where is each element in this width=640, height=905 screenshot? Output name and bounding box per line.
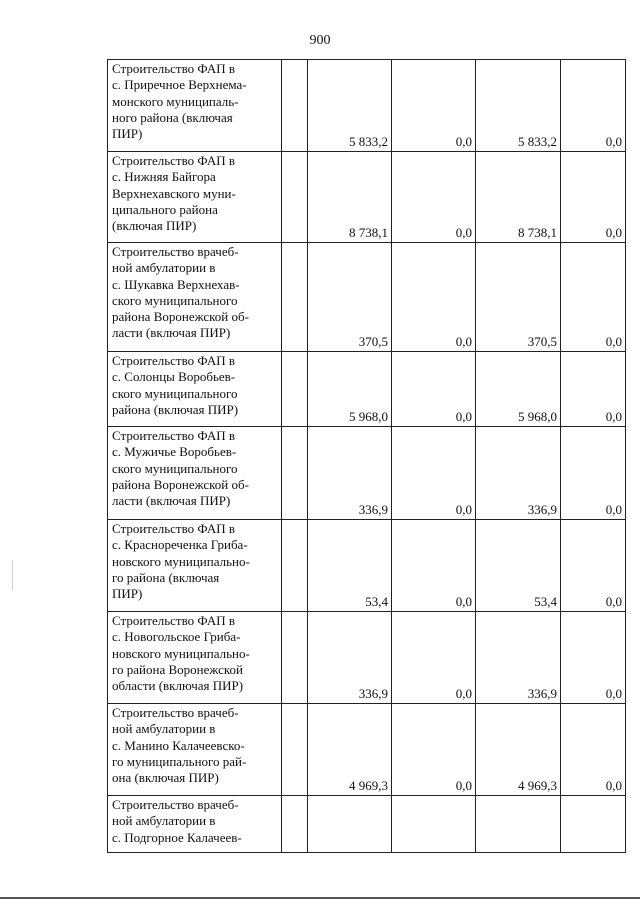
total-cell: 5 833,2 bbox=[308, 60, 392, 152]
local-cell: 0,0 bbox=[561, 520, 626, 612]
table-row bbox=[108, 352, 626, 427]
federal-cell: 0,0 bbox=[392, 243, 476, 352]
local-cell: 0,0 bbox=[561, 612, 626, 704]
federal-cell: 0,0 bbox=[392, 427, 476, 520]
total-cell: 336,9 bbox=[308, 612, 392, 704]
total-cell: 5 968,0 bbox=[308, 352, 392, 427]
regional-cell: 4 969,3 bbox=[476, 704, 561, 796]
facility-name-cell: Строительство врачеб- ной амбулатории в с. Шукавка Верхнехав- ского муниципального района Воронежской об- ласти (включая ПИР) bbox=[108, 243, 282, 352]
federal-cell: 0,0 bbox=[392, 612, 476, 704]
empty-cell bbox=[282, 352, 308, 427]
regional-cell: 336,9 bbox=[476, 612, 561, 704]
empty-cell bbox=[282, 152, 308, 243]
total-cell: 4 969,3 bbox=[308, 704, 392, 796]
empty-cell bbox=[282, 704, 308, 796]
facility-name-cell: Строительство ФАП в с. Мужичье Воробьев- ского муниципального района Воронежской об- ласти (включая ПИР) bbox=[108, 427, 282, 520]
facility-name-cell: Строительство ФАП в с. Нижняя Байгора Верхнехавского муни- ципального района (включая ПИР) bbox=[108, 152, 282, 243]
federal-cell: 0,0 bbox=[392, 152, 476, 243]
facility-name-cell: Строительство ФАП в с. Краснореченка Гриба- новского муниципально- го района (включая ПИР) bbox=[108, 520, 282, 612]
facility-name-cell: Строительство врачеб- ной амбулатории в с. Манино Калачеевско- го муниципального рай- она (включая ПИР) bbox=[108, 704, 282, 796]
local-cell: 0,0 bbox=[561, 152, 626, 243]
empty-cell bbox=[282, 796, 308, 853]
regional-cell: 336,9 bbox=[476, 427, 561, 520]
local-cell: 0,0 bbox=[561, 427, 626, 520]
table-row bbox=[108, 243, 626, 352]
table-row bbox=[108, 796, 626, 853]
regional-cell bbox=[476, 796, 561, 853]
table-row bbox=[108, 704, 626, 796]
facility-name-cell: Строительство ФАП в с. Новогольское Гриба- новского муниципально- го района Воронежской области (включая ПИР) bbox=[108, 612, 282, 704]
table-row bbox=[108, 612, 626, 704]
federal-cell: 0,0 bbox=[392, 704, 476, 796]
facility-name-cell: Строительство ФАП в с. Солонцы Воробьев- ского муниципального района (включая ПИР) bbox=[108, 352, 282, 427]
regional-cell: 5 968,0 bbox=[476, 352, 561, 427]
total-cell: 8 738,1 bbox=[308, 152, 392, 243]
table-row bbox=[108, 60, 626, 152]
federal-cell: 0,0 bbox=[392, 352, 476, 427]
facility-name-cell: Строительство врачеб- ной амбулатории в с. Подгорное Калачеев- bbox=[108, 796, 282, 853]
total-cell: 370,5 bbox=[308, 243, 392, 352]
empty-cell bbox=[282, 60, 308, 152]
scan-edge-line bbox=[0, 897, 640, 899]
total-cell bbox=[308, 796, 392, 853]
local-cell: 0,0 bbox=[561, 704, 626, 796]
total-cell: 53,4 bbox=[308, 520, 392, 612]
table-row bbox=[108, 427, 626, 520]
local-cell bbox=[561, 796, 626, 853]
regional-cell: 5 833,2 bbox=[476, 60, 561, 152]
empty-cell bbox=[282, 520, 308, 612]
local-cell: 0,0 bbox=[561, 243, 626, 352]
empty-cell bbox=[282, 427, 308, 520]
federal-cell bbox=[392, 796, 476, 853]
budget-table bbox=[107, 59, 626, 853]
regional-cell: 53,4 bbox=[476, 520, 561, 612]
regional-cell: 8 738,1 bbox=[476, 152, 561, 243]
facility-name-cell: Строительство ФАП в с. Приречное Верхнема- монского муниципаль- ного района (включая ПИР) bbox=[108, 60, 282, 152]
page-number: 900 bbox=[309, 33, 331, 48]
scan-artifact bbox=[12, 560, 13, 590]
federal-cell: 0,0 bbox=[392, 60, 476, 152]
local-cell: 0,0 bbox=[561, 60, 626, 152]
table-row bbox=[108, 152, 626, 243]
regional-cell: 370,5 bbox=[476, 243, 561, 352]
federal-cell: 0,0 bbox=[392, 520, 476, 612]
total-cell: 336,9 bbox=[308, 427, 392, 520]
empty-cell bbox=[282, 612, 308, 704]
local-cell: 0,0 bbox=[561, 352, 626, 427]
table-row bbox=[108, 520, 626, 612]
empty-cell bbox=[282, 243, 308, 352]
